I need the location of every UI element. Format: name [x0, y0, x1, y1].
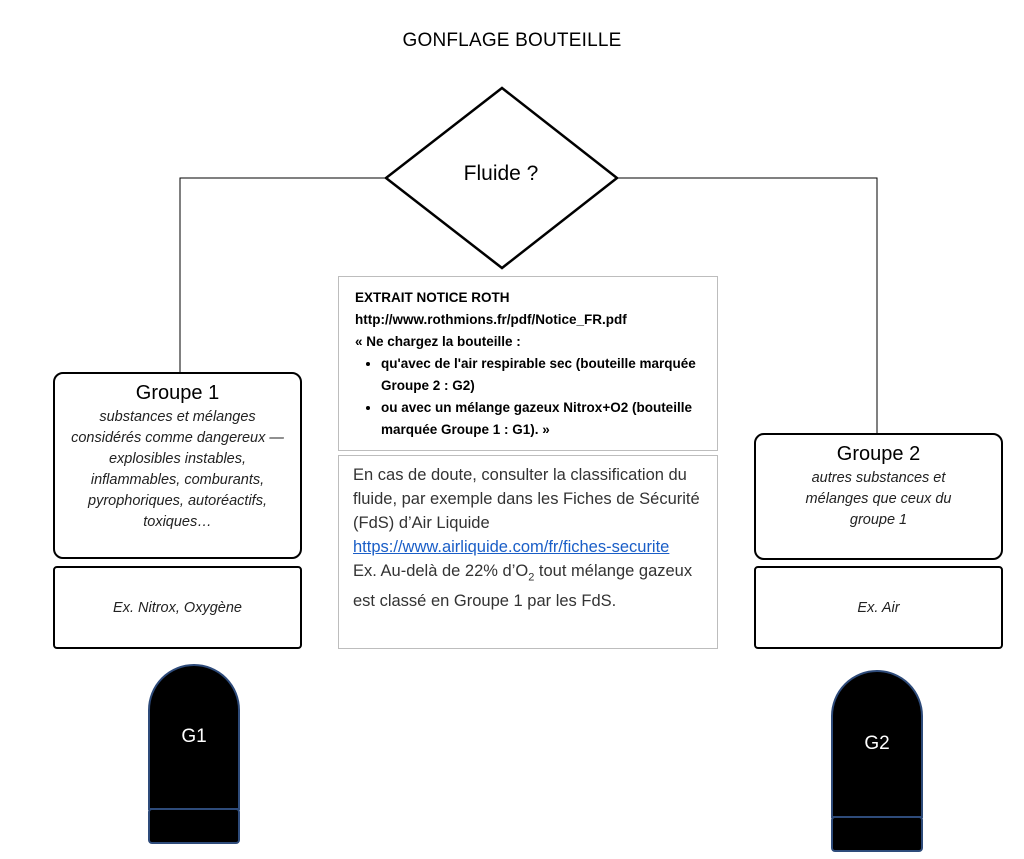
group1-title: Groupe 1 [135, 382, 220, 404]
decision-label: Fluide ? [463, 162, 539, 185]
airliquide-link[interactable]: https://www.airliquide.com/fr/fiches-securite [353, 538, 670, 556]
page-title: GONFLAGE BOUTEILLE [402, 30, 622, 51]
group1-example: Ex. Nitrox, Oxygène [113, 599, 242, 616]
notice-heading: EXTRAIT NOTICE ROTH [355, 290, 510, 305]
doubt-text: En cas de doute, consulter la classification du fluide, par exemple dans les Fiches de Sécurité (FdS) d’Air Liquide [353, 466, 700, 532]
bottle-g1-body [148, 664, 240, 810]
notice-bullet: • qu'avec de l'air respirable sec (bouteille marquée Groupe 2 : G2) [381, 353, 703, 397]
group2-example-box [754, 566, 1003, 649]
group2-example: Ex. Air [857, 599, 900, 616]
notice-intro: « Ne chargez la bouteille : [355, 334, 521, 349]
group1-example-box [53, 566, 302, 649]
bottle-g1 [148, 664, 240, 846]
bottle-g2-body [831, 670, 923, 818]
notice-url: http://www.rothmions.fr/pdf/Notice_FR.pdf [355, 312, 627, 327]
group2-box [754, 433, 1003, 560]
group1-description: substances et mélanges considérés comme dangereux — explosibles instables, inflammables, comburants, pyrophoriques, autoréactifs, toxiques… [71, 409, 284, 530]
group2-title: Groupe 2 [836, 443, 921, 465]
notice-bullet: • ou avec un mélange gazeux Nitrox+O2 (bouteille marquée Groupe 1 : G1). » [381, 397, 703, 441]
notice-bullets [355, 353, 703, 441]
bottle-g1-base [148, 808, 240, 844]
bottle-g1-label: G1 [181, 726, 207, 747]
bottle-g2 [831, 670, 923, 852]
group2-description: autres substances et mélanges que ceux du groupe 1 [805, 470, 952, 528]
bottle-g2-label: G2 [864, 733, 890, 754]
group1-box [53, 372, 302, 559]
notice-box [338, 276, 718, 451]
bottle-g2-base [831, 816, 923, 852]
doubt-box [338, 455, 718, 649]
doubt-example: Ex. Au-delà de 22% $d’O_2$ tout mélange gazeux est classé en Groupe 1 par les FdS. [353, 562, 693, 611]
